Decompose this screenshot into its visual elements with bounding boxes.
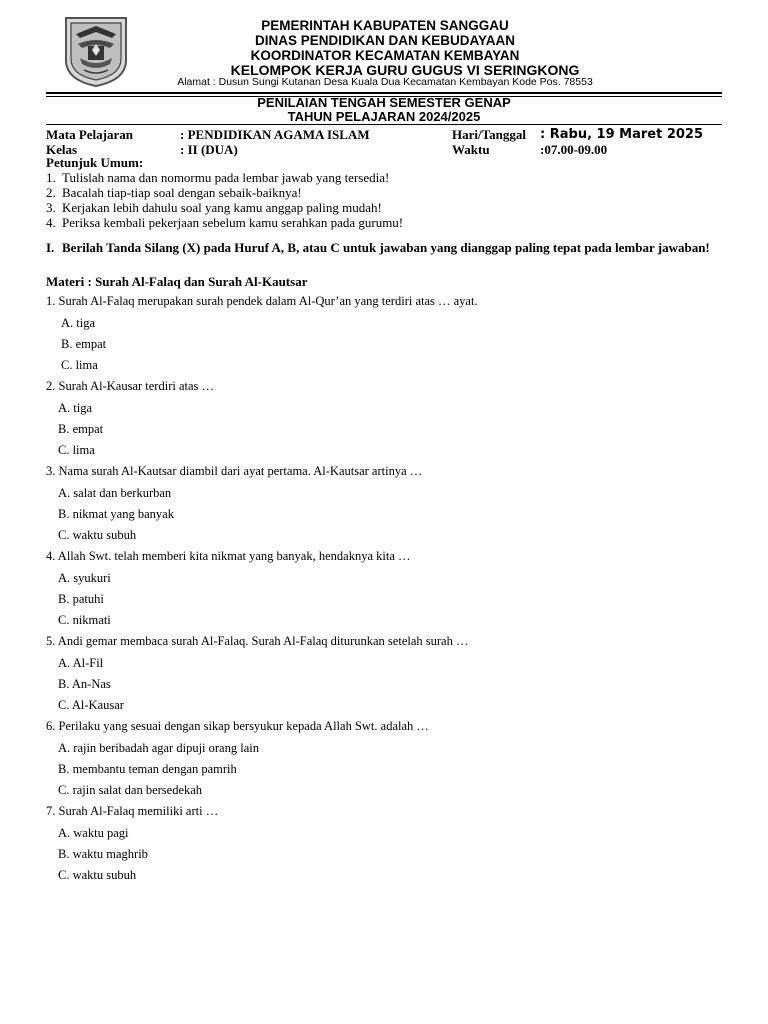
option-b[interactable]: B. nikmat yang banyak <box>58 507 174 521</box>
option-b[interactable]: B. patuhi <box>58 592 104 606</box>
option-b[interactable]: B. An-Nas <box>58 677 111 691</box>
option-c[interactable]: C. nikmati <box>58 613 111 627</box>
section-text: Berilah Tanda Silang (X) pada Huruf A, B, atau C untuk jawaban yang dianggap paling tepat pada lembar jawaban! <box>62 240 710 255</box>
letterhead-line-3: KOORDINATOR KECAMATAN KEMBAYAN <box>250 48 520 63</box>
option-b[interactable]: B. membantu teman dengan pamrih <box>58 762 237 776</box>
letterhead-line-4: KELOMPOK KERJA GURU GUGUS VI SERINGKONG <box>230 62 580 78</box>
question-1: 1. Surah Al-Falaq merupakan surah pendek dalam Al-Qur’an yang terdiri atas … ayat. <box>46 294 478 308</box>
exam-title-line-1: PENILAIAN TENGAH SEMESTER GENAP <box>257 95 511 110</box>
materi-heading: Materi : Surah Al-Falaq dan Surah Al-Kautsar <box>46 274 308 289</box>
regency-crest-icon <box>62 14 130 88</box>
instruction-item <box>46 215 403 230</box>
question-3: 3. Nama surah Al-Kautsar diambil dari ayat pertama. Al-Kautsar artinya … <box>46 464 423 478</box>
option-a[interactable]: A. tiga <box>58 401 93 415</box>
option-c[interactable]: C. rajin salat dan bersedekah <box>58 783 203 797</box>
class-value: : II (DUA) <box>180 142 238 157</box>
instruction-number: 3. <box>46 200 56 215</box>
letterhead-line-1: PEMERINTAH KABUPATEN SANGGAU <box>261 18 509 33</box>
section-number: I. <box>46 240 55 255</box>
time-label: Waktu <box>452 142 490 157</box>
option-c[interactable]: C. waktu subuh <box>58 868 137 882</box>
instruction-number: 2. <box>46 185 56 200</box>
exam-title <box>46 96 722 124</box>
option-b[interactable]: B. empat <box>61 337 107 351</box>
exam-title-line-2: TAHUN PELAJARAN 2024/2025 <box>287 109 481 124</box>
letterhead-address: Alamat : Dusun Sungi Kutanan Desa Kuala Dua Kecamatan Kembayan Kode Pos. 78553 <box>177 76 593 88</box>
question-6: 6. Perilaku yang sesuai dengan sikap bersyukur kepada Allah Swt. adalah … <box>46 719 429 733</box>
option-c[interactable]: C. lima <box>61 358 98 372</box>
general-instructions <box>46 155 403 230</box>
instruction-item <box>46 170 403 185</box>
section-instruction <box>46 240 722 255</box>
class-label: Kelas <box>46 142 78 157</box>
date-label: Hari/Tanggal <box>452 127 526 142</box>
title-divider <box>46 124 722 125</box>
option-b[interactable]: B. empat <box>58 422 104 436</box>
option-a[interactable]: A. syukuri <box>58 571 111 585</box>
option-a[interactable]: A. waktu pagi <box>58 826 129 840</box>
instruction-text: Periksa kembali pekerjaan sebelum kamu serahkan pada gurumu! <box>62 215 404 230</box>
subject-value: : PENDIDIKAN AGAMA ISLAM <box>180 127 370 142</box>
question-4: 4. Allah Swt. telah memberi kita nikmat yang banyak, hendaknya kita … <box>46 549 411 563</box>
instruction-text: Kerjakan lebih dahulu soal yang kamu anggap paling mudah! <box>62 200 382 215</box>
date-value: : Rabu, 19 Maret 2025 <box>540 127 704 142</box>
option-c[interactable]: C. waktu subuh <box>58 528 137 542</box>
option-a[interactable]: A. salat dan berkurban <box>58 486 172 500</box>
instructions-heading: Petunjuk Umum: <box>46 155 144 170</box>
instruction-text: Bacalah tiap-tiap soal dengan sebaik-baiknya! <box>62 185 302 200</box>
question-2: 2. Surah Al-Kausar terdiri atas … <box>46 379 215 393</box>
instruction-item <box>46 200 403 215</box>
time-value: :07.00-09.00 <box>540 142 608 157</box>
option-b[interactable]: B. waktu maghrib <box>58 847 148 861</box>
option-a[interactable]: A. rajin beribadah agar dipuji orang lain <box>58 741 259 755</box>
option-c[interactable]: C. Al-Kausar <box>58 698 124 712</box>
header-divider-thick <box>46 92 722 94</box>
option-c[interactable]: C. lima <box>58 443 95 457</box>
question-7: 7. Surah Al-Falaq memiliki arti … <box>46 804 219 818</box>
instruction-number: 1. <box>46 170 56 185</box>
instruction-text: Tulislah nama dan nomormu pada lembar jawab yang tersedia! <box>62 170 390 185</box>
subject-label: Mata Pelajaran <box>46 127 134 142</box>
instruction-number: 4. <box>46 215 56 230</box>
letterhead <box>130 18 640 78</box>
question-5: 5. Andi gemar membaca surah Al-Falaq. Surah Al-Falaq diturunkan setelah surah … <box>46 634 469 648</box>
option-a[interactable]: A. Al-Fil <box>58 656 104 670</box>
option-a[interactable]: A. tiga <box>61 316 96 330</box>
instruction-item <box>46 185 403 200</box>
letterhead-line-2: DINAS PENDIDIKAN DAN KEBUDAYAAN <box>254 33 516 48</box>
